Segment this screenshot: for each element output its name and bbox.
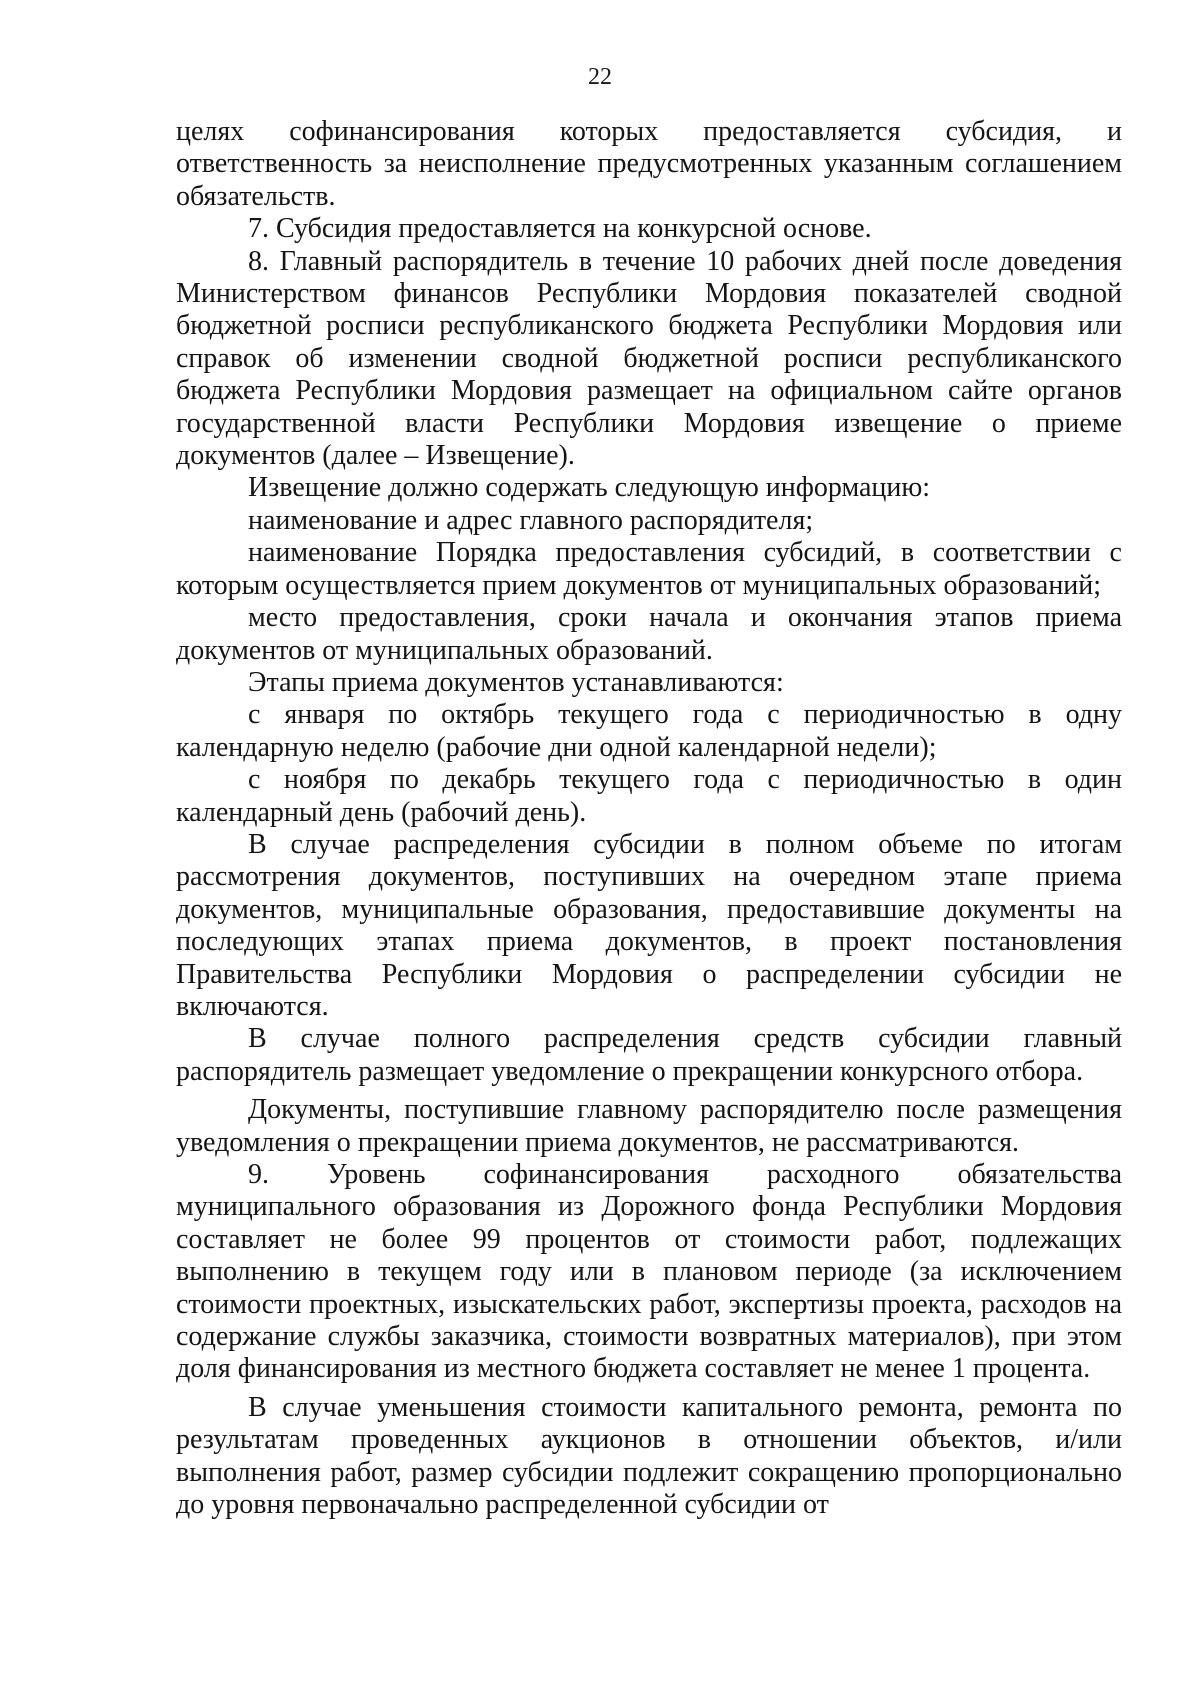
paragraph-late-documents: Документы, поступившие главному распорядителю после размещения уведомления о прекращении приема документов, не рассматриваются. bbox=[176, 1094, 1122, 1158]
paragraph-stages-nov-dec: с ноября по декабрь текущего года с периодичностью в один календарный день (рабочий день). bbox=[176, 764, 1122, 828]
paragraph-item-9: 9. Уровень софинансирования расходного обязательства муниципального образования из Дорожного фонда Республики Мордовия составляет не более 99 процентов от стоимости работ, подлежащих выполнению в текущем году или в плановом периоде (за исключением стоимости проектных, изыскательских работ, экспертизы проекта, расходов на содержание службы заказчика, стоимости возвратных материалов), при этом доля финансирования из местного бюджета составляет не менее 1 процента. bbox=[176, 1159, 1122, 1385]
paragraph-continuation: целях софинансирования которых предоставляется субсидия, и ответственность за неисполнение предусмотренных указанным соглашением обязательств. bbox=[176, 116, 1122, 212]
paragraph-item-8: 8. Главный распорядитель в течение 10 рабочих дней после доведения Министерством финансов Республики Мордовия показателей сводной бюджетной росписи республиканского бюджета Республики Мордовия или справок об изменении сводной бюджетной росписи республиканского бюджета Республики Мордовия размещает на официальном сайте органов государственной власти Республики Мордовия извещение о приеме документов (далее – Извещение). bbox=[176, 245, 1122, 472]
page-number: 22 bbox=[588, 64, 612, 90]
paragraph-item-7: 7. Субсидия предоставляется на конкурсной основе. bbox=[248, 213, 872, 245]
paragraph-notice-name-address: наименование и адрес главного распорядителя; bbox=[248, 504, 814, 536]
paragraph-notice-place-dates: место предоставления, сроки начала и окончания этапов приема документов от муниципальных образований. bbox=[176, 602, 1122, 666]
paragraph-notice-contents: Извещение должно содержать следующую информацию: bbox=[248, 472, 931, 504]
paragraph-selection-termination: В случае полного распределения средств субсидии главный распорядитель размещает уведомление о прекращении конкурсного отбора. bbox=[176, 1023, 1122, 1087]
paragraph-stages-intro: Этапы приема документов устанавливаются: bbox=[248, 666, 784, 698]
paragraph-stages-jan-oct: с января по октябрь текущего года с периодичностью в одну календарную неделю (рабочие дни одной календарной недели); bbox=[176, 699, 1122, 763]
paragraph-cost-reduction: В случае уменьшения стоимости капитального ремонта, ремонта по результатам проведенных аукционов в отношении объектов, и/или выполнения работ, размер субсидии подлежит сокращению пропорционально до уровня первоначально распределенной субсидии от bbox=[176, 1391, 1122, 1521]
document-body bbox=[176, 116, 1122, 1521]
paragraph-notice-procedure: наименование Порядка предоставления субсидий, в соответствии с которым осуществляется прием документов от муниципальных образований; bbox=[176, 537, 1122, 601]
paragraph-full-distribution-stage: В случае распределения субсидии в полном объеме по итогам рассмотрения документов, поступивших на очередном этапе приема документов, муниципальные образования, предоставившие документы на последующих этапах приема документов, в проект постановления Правительства Республики Мордовия о распределении субсидии не включаются. bbox=[176, 828, 1122, 1022]
